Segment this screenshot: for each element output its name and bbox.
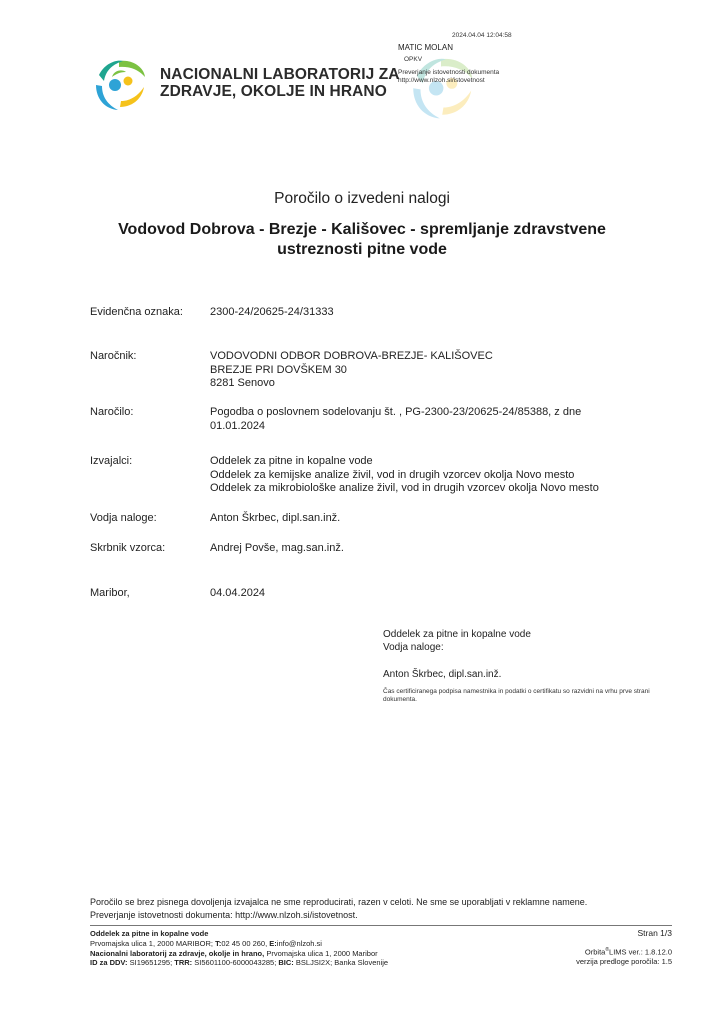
signature-dept: Oddelek za pitne in kopalne vode	[383, 629, 531, 640]
signature-org: OPKV	[404, 56, 423, 63]
signature-signer: MATIC MOLAN	[398, 43, 453, 52]
client-line1: VODOVODNI ODBOR DOBROVA-BREZJE- KALIŠOVEC	[210, 350, 493, 362]
lab-name-line2: ZDRAVJE, OKOLJE IN HRANO	[160, 83, 387, 100]
signature-block	[383, 628, 531, 681]
footer-email[interactable]: info@nlzoh.si	[276, 938, 322, 948]
signature-note: Čas certificiranega podpisa namestnika in podatki o certifikatu so razvidni na vrhu prve strani dokumenta.	[383, 688, 650, 703]
order-value	[210, 406, 581, 433]
performers-label: Izvajalci:	[90, 455, 133, 467]
place-label: Maribor,	[90, 587, 130, 599]
order-line2: 01.01.2024	[210, 419, 266, 432]
signature-check-text: Preverjanje istovetnosti dokumenta	[398, 69, 500, 76]
footer-address-line: Prvomajska ulica 1, 2000 MARIBOR; T:02 45 00 260, E:info@nlzoh.si	[90, 938, 322, 948]
lab-name-line1: NACIONALNI LABORATORIJ ZA	[160, 66, 400, 83]
order-label: Naročilo:	[90, 406, 134, 418]
ref-value: 2300-24/20625-24/31333	[210, 306, 334, 318]
custodian-value: Andrej Povše, mag.san.inž.	[210, 542, 344, 554]
footer-notice-line2: Preverjanje istovetnosti dokumenta: http://www.nlzoh.si/istovetnost.	[90, 910, 358, 920]
report-title	[80, 220, 644, 260]
client-label: Naročnik:	[90, 350, 137, 362]
signature-check-url[interactable]: http://www.nlzoh.si/istovetnost	[398, 77, 485, 84]
footer-meta	[576, 929, 672, 967]
order-line1: Pogodba o poslovnem sodelovanju št. , PG-2300-23/20625-24/85388, z dne	[210, 406, 582, 418]
report-title-line1: Vodovod Dobrova - Brezje - Kališovec - spremljanje zdravstvene	[118, 221, 606, 238]
footer-bank-line: ID za DDV: SI19651295; TRR: SI5601100-6000043285; BIC: BSLJSI2X; Banka Slovenije	[90, 958, 389, 968]
template-version: verzija predloge poročila: 1.5	[576, 957, 672, 967]
ref-label: Evidenčna oznaka:	[90, 306, 183, 318]
lead-label: Vodja naloge:	[90, 512, 157, 524]
signature-name: Anton Škrbec, dipl.san.inž.	[383, 669, 502, 680]
footer-org-info	[90, 929, 388, 968]
lead-value: Anton Škrbec, dipl.san.inž.	[210, 512, 341, 524]
custodian-label: Skrbnik vzorca:	[90, 542, 166, 554]
lab-name	[160, 66, 400, 100]
signature-role: Vodja naloge:	[383, 642, 444, 653]
footer-dept: Oddelek za pitne in kopalne vode	[90, 929, 209, 938]
lab-logo-icon	[90, 55, 148, 113]
report-title-line2: ustreznosti pitne vode	[277, 241, 447, 258]
performer-2: Oddelek za kemijske analize živil, vod in drugih vzorcev okolja Novo mesto	[210, 468, 575, 481]
page-number: Stran 1/3	[637, 928, 672, 938]
footer-divider	[90, 925, 672, 926]
footer-notice-line1: Poročilo se brez pisnega dovoljenja izvajalca ne sme reproducirati, razen v celoti. Ne sme se uporabljati v reklamne namene.	[90, 897, 588, 907]
performers-value	[210, 455, 599, 496]
client-line3: 8281 Senovo	[210, 377, 275, 389]
signature-verification	[398, 69, 499, 85]
report-subtitle: Poročilo o izvedeni nalogi	[274, 190, 450, 207]
signature-timestamp: 2024.04.04 12:04:58	[452, 32, 512, 39]
footer-notice	[90, 896, 587, 922]
footer-org-line: Nacionalni laboratorij za zdravje, okolje in hrano, Prvomajska ulica 1, 2000 Maribor	[90, 948, 378, 958]
report-date: 04.04.2024	[210, 587, 266, 599]
performer-1: Oddelek za pitne in kopalne vode	[210, 455, 373, 467]
lims-version: Orbita®LIMS ver.: 1.8.12.0	[584, 946, 672, 957]
client-value	[210, 350, 493, 391]
client-line2: BREZJE PRI DOVŠKEM 30	[210, 363, 347, 376]
performer-3: Oddelek za mikrobiološke analize živil, vod in drugih vzorcev okolja Novo mesto	[210, 482, 599, 494]
